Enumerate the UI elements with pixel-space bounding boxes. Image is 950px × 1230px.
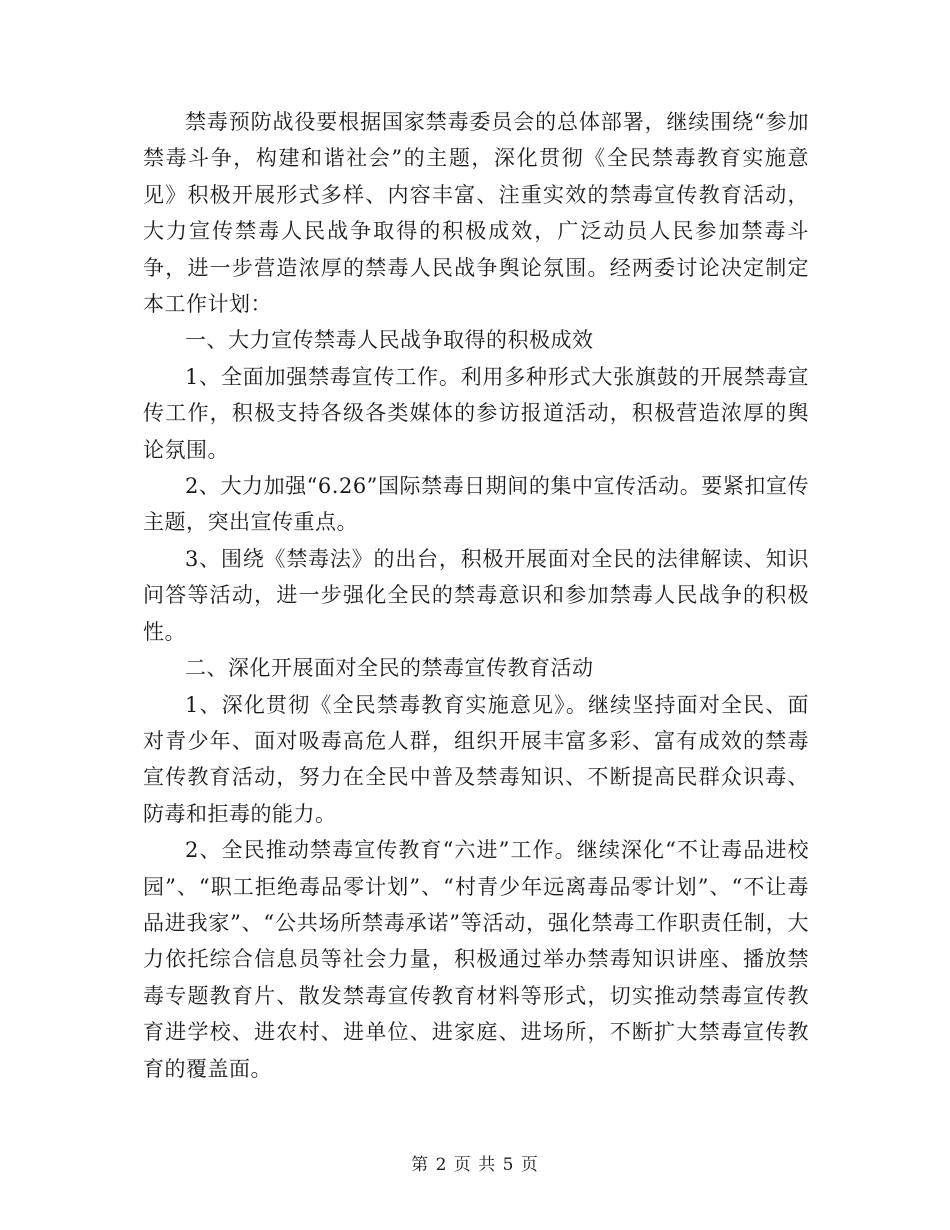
page-number-footer: 第 2 页 共 5 页: [411, 1155, 539, 1175]
section-1-item-3: 3、围绕《禁毒法》的出台，积极开展面对全民的法律解读、知识问答等活动，进一步强化全民的禁毒意识和参加禁毒人民战争的积极性。: [143, 546, 809, 644]
section-1-item-1: 1、全面加强禁毒宣传工作。利用多种形式大张旗鼓的开展禁毒宣传工作，积极支持各级各类媒体的参访报道活动，积极营造浓厚的舆论氛围。: [143, 364, 809, 462]
section-2-item-1: 1、深化贯彻《全民禁毒教育实施意见》。继续坚持面对全民、面对青少年、面对吸毒高危人群，组织开展丰富多彩、富有成效的禁毒宣传教育活动，努力在全民中普及禁毒知识、不断提高民群众识毒、防毒和拒毒的能力。: [143, 692, 809, 826]
section-2-item-2: 2、全民推动禁毒宣传教育“六进”工作。继续深化“不让毒品进校园”、“职工拒绝毒品零计划”、“村青少年远离毒品零计划”、“不让毒品进我家”、“公共场所禁毒承诺”等活动，强化禁毒工作职责任制，大力依托综合信息员等社会力量，积极通过举办禁毒知识讲座、播放禁毒专题教育片、散发禁毒宣传教育材料等形式，切实推动禁毒宣传教育进学校、进农村、进单位、进家庭、进场所，不断扩大禁毒宣传教育的覆盖面。: [143, 838, 809, 1081]
intro-paragraph: 禁毒预防战役要根据国家禁毒委员会的总体部署，继续围绕“参加禁毒斗争，构建和谐社会”的主题，深化贯彻《全民禁毒教育实施意见》积极开展形式多样、内容丰富、注重实效的禁毒宣传教育活动，大力宣传禁毒人民战争取得的积极成效，广泛动员人民参加禁毒斗争，进一步营造浓厚的禁毒人民战争舆论氛围。经两委讨论决定制定本工作计划：: [143, 110, 809, 317]
section-heading-2: 二、深化开展面对全民的禁毒宣传教育活动: [185, 656, 594, 681]
section-1-item-2: 2、大力加强“6.26”国际禁毒日期间的集中宣传活动。要紧扣宣传主题，突出宣传重点。: [143, 474, 809, 535]
document-body: [143, 104, 809, 1087]
section-heading-1: 一、大力宣传禁毒人民战争取得的积极成效: [185, 328, 594, 353]
